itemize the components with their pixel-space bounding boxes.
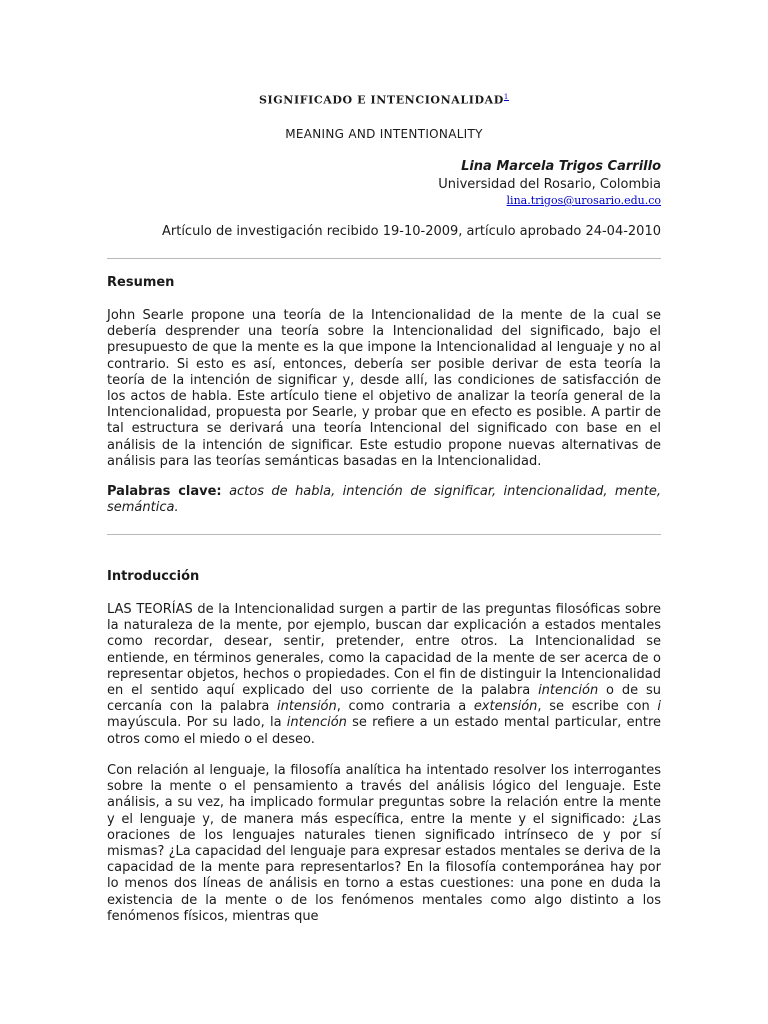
- keywords-label: Palabras clave:: [107, 484, 222, 499]
- abstract-heading: Resumen: [107, 275, 175, 290]
- author-affiliation: Universidad del Rosario, Colombia: [438, 177, 661, 192]
- divider-top: [107, 258, 661, 259]
- article-title: SIGNIFICADO E INTENCIONALIDAD$^1$: [259, 93, 509, 107]
- footnote-link[interactable]: 1: [503, 93, 509, 101]
- keywords-line: [107, 484, 661, 516]
- divider-bottom: [107, 534, 661, 535]
- intro-paragraph-1: LAS TEORÍAS de la Intencionalidad surgen a partir de las preguntas filosóficas sobre la naturaleza de la mente, por ejemplo, buscan dar explicación a estados mentales como recordar, desear, sentir, pretender, entre otros. La Intencionalidad se entiende, en términos generales, como la capacidad de la mente de ser acerca de o representar objetos, hechos o propiedades. Con el fin de distinguir la Intencionalidad en el sentido aquí explicado del uso corriente de la palabra intención o de su cercanía con la palabra intensión, como contraria a extensión, se escribe con i mayúscula. Por su lado, la intención se refiere a un estado mental particular, entre otros como el miedo o el deseo.: [107, 602, 662, 747]
- intro-paragraph-2: Con relación al lenguaje, la filosofía analítica ha intentado resolver los interrogantes sobre la mente o el pensamiento a través del análisis lógico del lenguaje. Este análisis, a su vez, ha implicado formular preguntas sobre la relación entre la mente y el lenguaje y, de manera más específica, entre la mente y el significado: ¿Las oraciones de los lenguajes naturales tienen significado intrínseco de y por sí mismas? ¿La capacidad del lenguaje para expresar estados mentales se deriva de la capacidad de la mente para representarlos? En la filosofía contemporánea hay por lo menos dos líneas de análisis en torno a estas cuestiones: una pone en duda la existencia de la mente o de los fenómenos mentales como algo distinto a los fenómenos físicos, mientras que: [107, 763, 661, 924]
- author-block: [438, 158, 661, 209]
- author-name: Lina Marcela Trigos Carrillo: [461, 159, 661, 174]
- keywords-list: actos de habla, intención de significar, intencionalidad, mente, semántica.: [107, 484, 662, 516]
- received-date-line: Artículo de investigación recibido 19-10-2009, artículo aprobado 24-04-2010: [161, 224, 661, 239]
- article-subtitle: MEANING AND INTENTIONALITY: [285, 127, 483, 141]
- intro-heading: Introducción: [107, 569, 200, 584]
- author-email-link[interactable]: lina.trigos@urosario.edu.co: [506, 194, 661, 207]
- abstract-paragraph: John Searle propone una teoría de la Intencionalidad de la mente de la cual se debería desprender una teoría sobre la Intencionalidad del significado, bajo el presupuesto de que la mente es la que impone la Intencionalidad al lenguaje y no al contrario. Si esto es así, entonces, debería ser posible derivar de esta teoría la teoría de la intención de significar y, desde allí, las condiciones de satisfacción de los actos de habla. Este artículo tiene el objetivo de analizar la teoría general de la Intencionalidad, propuesta por Searle, y probar que en efecto es posible. A partir de tal estructura se derivará una teoría Intencional del significado con base en el análisis de la intención de significar. Este estudio propone nuevas alternativas de análisis para las teorías semánticas basadas en la Intencionalidad.: [107, 308, 661, 469]
